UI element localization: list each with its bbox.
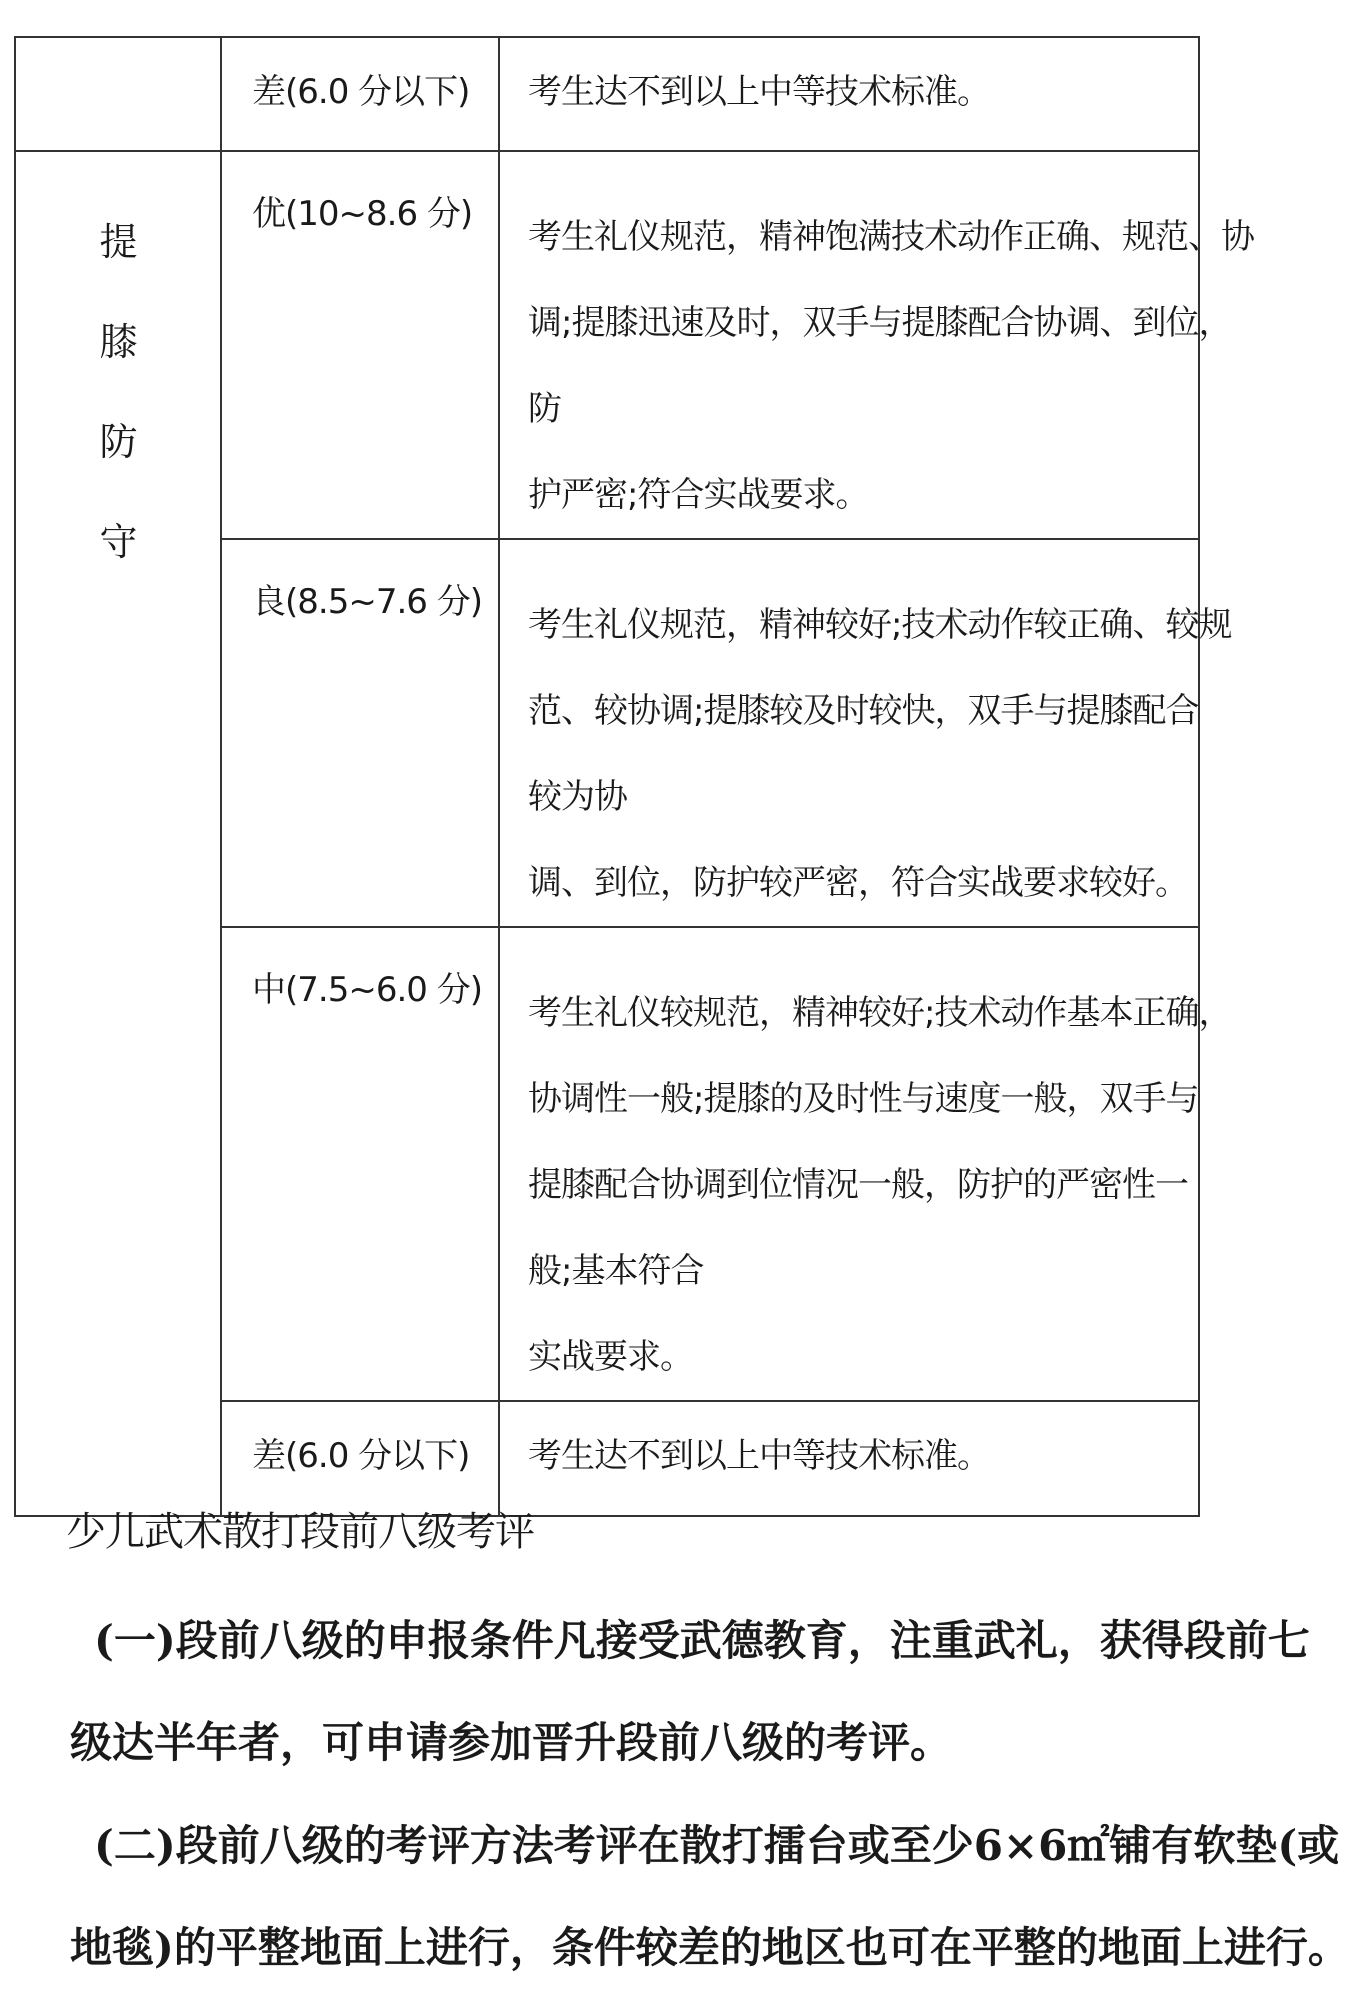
grade-cell — [221, 1401, 499, 1516]
description-text — [500, 38, 1198, 112]
grade-cell — [221, 539, 499, 927]
description-text — [500, 152, 1254, 538]
description-line: 护严密;符合实战要求。 — [528, 475, 869, 515]
description-line: 般;基本符合 — [528, 1251, 704, 1291]
paragraph — [70, 1590, 1310, 1794]
category-cell — [15, 151, 221, 1516]
paragraph-line: 级达半年者，可申请参加晋升段前八级的考评。 — [70, 1718, 953, 1767]
paragraph-line: (二)段前八级的考评方法考评在散打擂台或至少6×6㎡铺有软垫(或 — [94, 1821, 1340, 1870]
category-cell-empty — [15, 37, 221, 151]
grade-label: 中(7.5~6.0 分) — [252, 970, 482, 1010]
paragraph — [70, 1795, 1350, 1999]
category-char: 提 — [99, 220, 137, 264]
description-cell — [499, 151, 1254, 539]
grading-table — [14, 36, 1254, 1517]
description-line: 考生礼仪规范，精神较好;技术动作较正确、较规 — [528, 605, 1232, 645]
description-line: 考生礼仪较规范，精神较好;技术动作基本正确， — [528, 993, 1232, 1033]
description-line: 实战要求。 — [528, 1337, 693, 1377]
description-line: 调、到位，防护较严密，符合实战要求较好。 — [528, 863, 1188, 903]
section-title: 少儿武术散打段前八级考评 — [66, 1509, 534, 1555]
paragraph-line: (一)段前八级的申报条件凡接受武德教育，注重武礼，获得段前七 — [94, 1616, 1310, 1665]
description-line: 调;提膝迅速及时，双手与提膝配合协调、到位， — [528, 303, 1232, 343]
grade-label: 差(6.0 分以下) — [252, 72, 470, 112]
grade-cell — [221, 927, 499, 1401]
description-line: 范、较协调;提膝较及时较快，双手与提膝配合 — [528, 691, 1199, 731]
category-char: 守 — [99, 520, 137, 564]
grade-cell — [221, 151, 499, 539]
description-text — [500, 1402, 1198, 1476]
description-cell — [499, 539, 1232, 927]
description-cell — [499, 1401, 1199, 1516]
grade-label: 优(10~8.6 分) — [252, 194, 473, 234]
description-line: 考生达不到以上中等技术标准。 — [528, 72, 990, 112]
description-line: 协调性一般;提膝的及时性与速度一般，双手与 — [528, 1079, 1199, 1119]
description-line: 防 — [528, 389, 561, 429]
paragraph-line: 地毯)的平整地面上进行，条件较差的地区也可在平整的地面上进行。 — [70, 1923, 1350, 1972]
description-line: 较为协 — [528, 777, 627, 817]
grade-label: 差(6.0 分以下) — [252, 1436, 470, 1476]
category-char: 防 — [99, 420, 137, 464]
description-line: 提膝配合协调到位情况一般，防护的严密性一 — [528, 1165, 1188, 1205]
category-char: 膝 — [99, 320, 137, 364]
description-cell — [499, 37, 1199, 151]
table-row — [15, 151, 1199, 539]
category-label — [16, 152, 220, 592]
description-cell — [499, 927, 1232, 1401]
description-line: 考生礼仪规范，精神饱满技术动作正确、规范、协 — [528, 217, 1254, 257]
grade-label: 良(8.5~7.6 分) — [252, 582, 482, 622]
grade-cell — [221, 37, 499, 151]
table-row — [15, 37, 1199, 151]
description-line: 考生达不到以上中等技术标准。 — [528, 1436, 990, 1476]
description-text — [500, 540, 1232, 926]
description-text — [500, 928, 1232, 1400]
